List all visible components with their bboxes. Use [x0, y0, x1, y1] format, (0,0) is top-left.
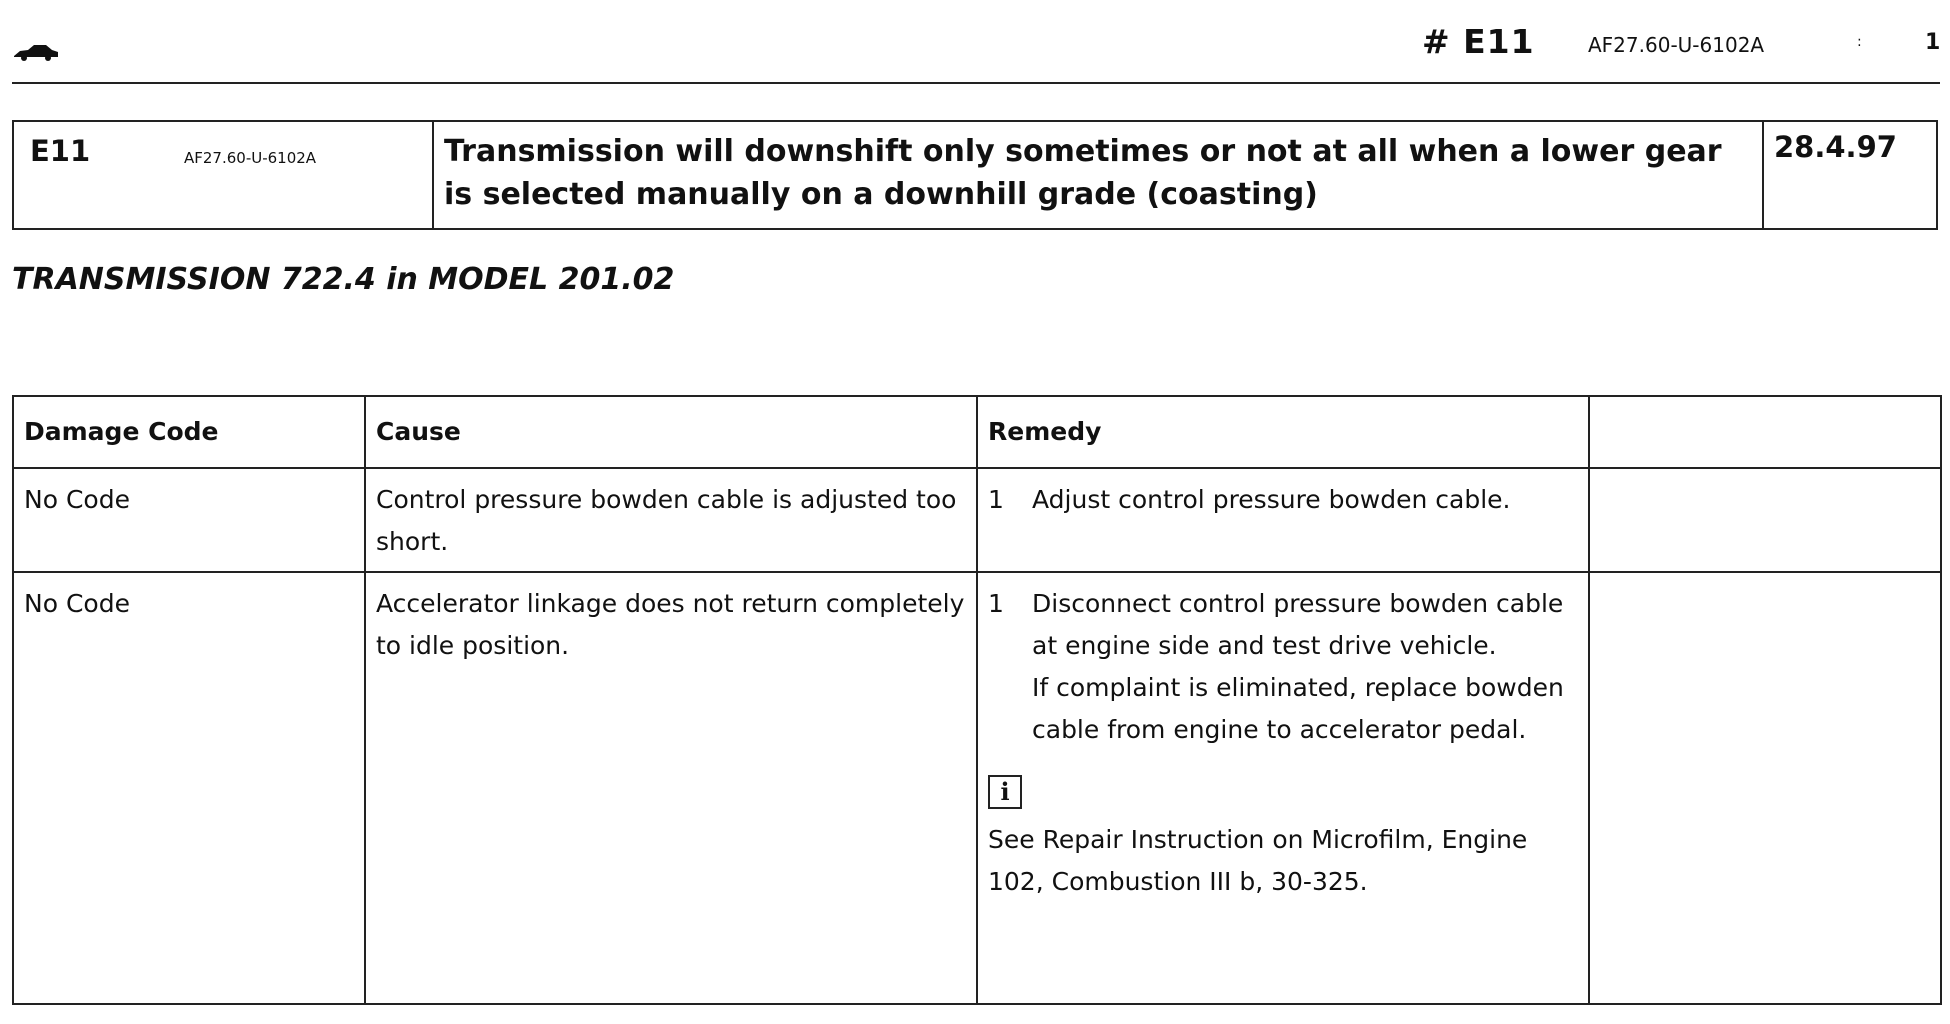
document-date: 28.4.97 [1774, 130, 1897, 164]
table-row [13, 572, 1941, 1004]
remedy-line: If complaint is eliminated, replace bowden cable from engine to accelerator pedal. [1032, 673, 1564, 744]
info-icon: i [988, 775, 1022, 809]
damage-code-cell: No Code [13, 572, 365, 1004]
page-number: 1 [1925, 30, 1941, 55]
repair-reference: See Repair Instruction on Microfilm, Engine 102, Combustion III b, 30-325. [988, 825, 1528, 896]
header-remedy-column: Remedy [977, 396, 1589, 468]
step-number: 1 [988, 485, 1004, 514]
page-title: Transmission will downshift only sometimes or not at all when a lower gear is selected manually on a downhill grade (coasting) [444, 134, 1722, 212]
remedy-line: Disconnect control pressure bowden cable at engine side and test drive vehicle. [1032, 589, 1564, 660]
remedy-text [1032, 583, 1578, 751]
car-icon [12, 42, 60, 62]
empty-cell [1589, 468, 1941, 572]
header-damage-code: # E11 [1422, 22, 1535, 61]
cause-cell: Accelerator linkage does not return completely to idle position. [365, 572, 977, 1004]
damage-code-cell: No Code [13, 468, 365, 572]
title-box-divider [432, 120, 434, 230]
diagnosis-table [12, 395, 1942, 1005]
header-extra-column [1589, 396, 1941, 468]
title-document-number: AF27.60-U-6102A [184, 149, 317, 167]
table-row [13, 468, 1941, 572]
header-damage-code-column: Damage Code [13, 396, 365, 468]
remedy-text: Adjust control pressure bowden cable. [1032, 485, 1511, 514]
table-header-row [13, 396, 1941, 468]
header-cause-column: Cause [365, 396, 977, 468]
remedy-cell [977, 572, 1589, 1004]
header-rule [12, 82, 1940, 84]
section-title: TRANSMISSION 722.4 in MODEL 201.02 [12, 262, 675, 297]
cause-cell: Control pressure bowden cable is adjusted too short. [365, 468, 977, 572]
title-box-divider [1762, 120, 1764, 230]
step-number: 1 [988, 589, 1004, 618]
header-document-number: AF27.60-U-6102A [1588, 33, 1765, 57]
empty-cell [1589, 572, 1941, 1004]
header-separator: : [1857, 34, 1862, 50]
title-damage-code: E11 [30, 134, 91, 168]
remedy-cell [977, 468, 1589, 572]
